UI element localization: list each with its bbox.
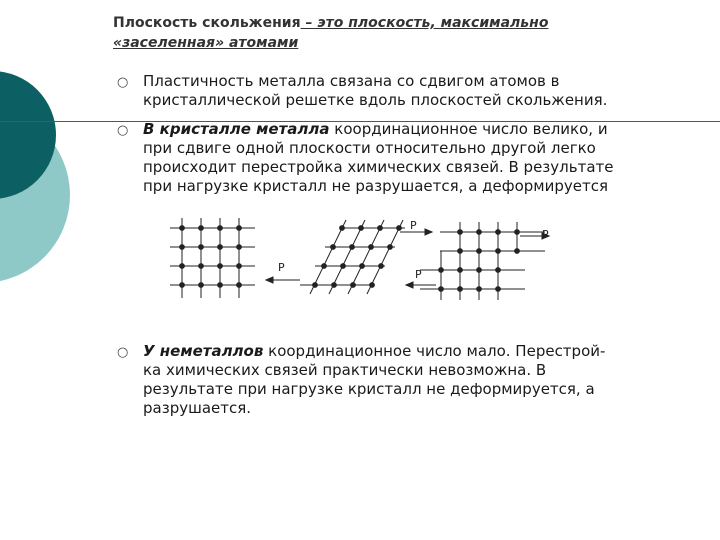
bullet-marker: ○ bbox=[117, 345, 129, 360]
slide-title bbox=[113, 13, 673, 53]
bullet-plasticity bbox=[143, 72, 683, 110]
bullet-metal-crystal bbox=[143, 120, 683, 196]
lattice-sheared bbox=[266, 220, 432, 294]
title-definition-line1: – это плоскость, максимально bbox=[300, 15, 549, 31]
bullet-text-line: происходит перестройка химических связей. В результате bbox=[143, 158, 614, 176]
bullet-nonmetals bbox=[143, 342, 683, 418]
force-label: P bbox=[410, 219, 417, 232]
bullet-text-line: разрушается. bbox=[143, 399, 252, 417]
decorative-circles bbox=[0, 0, 90, 300]
title-definition-line2: «заселенная» атомами bbox=[113, 35, 299, 51]
bullet-text-line: координационное число мало. Перестрой- bbox=[263, 342, 606, 360]
bullet-text-line: при сдвиге одной плоскости относительно другой легко bbox=[143, 139, 596, 157]
bullet-text-line: кристаллической решетке вдоль плоскостей скольжения. bbox=[143, 91, 608, 109]
bullet-text-line: Пластичность металла связана со сдвигом атомов в bbox=[143, 72, 560, 90]
bullet-text-line: координационное число велико, и bbox=[329, 120, 608, 138]
lattice-undeformed bbox=[170, 218, 255, 298]
bullet-highlight: В кристалле металла bbox=[143, 120, 330, 138]
bullet-text-line: результате при нагрузке кристалл не деформируется, а bbox=[143, 380, 595, 398]
bullet-highlight: У неметаллов bbox=[143, 342, 264, 360]
bullet-text-line: при нагрузке кристалл не разрушается, а деформируется bbox=[143, 177, 608, 195]
bullet-text-line: ка химических связей практически невозможна. В bbox=[143, 361, 547, 379]
force-label: P bbox=[415, 268, 422, 281]
force-label: P bbox=[278, 261, 285, 274]
bullet-marker: ○ bbox=[117, 75, 129, 90]
force-label: P bbox=[542, 228, 549, 241]
bullet-marker: ○ bbox=[117, 123, 129, 138]
lattice-shear-figure bbox=[160, 210, 580, 310]
title-term: Плоскость скольжения bbox=[113, 15, 301, 31]
